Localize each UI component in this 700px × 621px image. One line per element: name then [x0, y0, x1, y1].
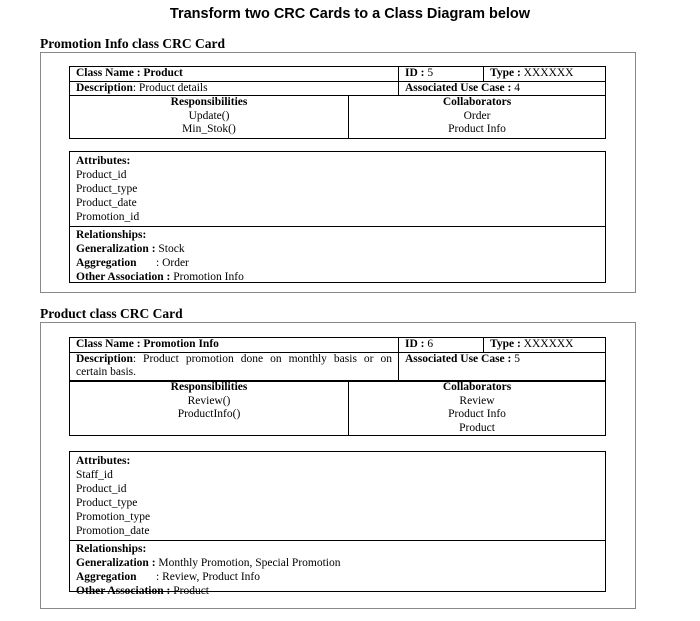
card2-description-cell [70, 352, 399, 381]
card1-use-case: 4 [514, 81, 520, 94]
card2-generalization-label: Generalization : [76, 557, 156, 569]
card2-collaborators-cell [349, 381, 606, 436]
card2-collaborator-item: Product Info [448, 408, 506, 420]
card1-relationships-section [70, 226, 605, 286]
card2-attributes-box [69, 451, 606, 597]
card1-description-label: Description [76, 81, 133, 94]
card1-relationships-header: Relationships: [76, 229, 147, 241]
card1-use-case-label: Associated Use Case : [405, 81, 512, 94]
card1-attribute-item: Product_id [76, 169, 127, 181]
card1-description-cell [70, 81, 399, 96]
card1-responsibility-item: Min_Stok() [182, 123, 236, 135]
card2-description: : Product promotion done on monthly basis or on certain basis. [76, 352, 392, 378]
card2-class-name-cell [70, 338, 399, 353]
card1-description: : Product details [132, 81, 208, 94]
card1-collaborators-header: Collaborators [442, 96, 512, 108]
card2-attribute-item: Promotion_type [76, 511, 151, 523]
card1-use-case-cell [399, 81, 606, 96]
card2-use-case-cell [399, 352, 606, 381]
card1-class-name-label: Class Name : [76, 67, 141, 79]
card2-type: XXXXXX [523, 338, 574, 350]
card1-class-name: Product [143, 67, 183, 79]
card1-id: 5 [427, 67, 434, 79]
card2-attribute-item: Product_type [76, 497, 138, 509]
card1-type-label: Type : [490, 67, 521, 79]
card1-attribute-item: Product_date [76, 197, 137, 209]
card1-attribute-item: Promotion_id [76, 211, 140, 223]
card1-collaborators-cell [349, 96, 606, 139]
card2-collaborator-item: Review [459, 394, 495, 407]
card2-crc-table [69, 337, 606, 382]
card1-type: XXXXXX [523, 67, 574, 79]
card2-use-case-label: Associated Use Case : [405, 352, 512, 365]
card2-type-label: Type : [490, 338, 521, 350]
card2-other-association: Product [173, 585, 209, 597]
card1-other-association-label: Other Association : [76, 271, 171, 283]
card2-attribute-item: Staff_id [76, 469, 113, 481]
card2-collaborators-header: Collaborators [442, 381, 512, 393]
card1-generalization: Stock [158, 243, 185, 255]
card2-id: 6 [427, 338, 434, 350]
card1-class-name-cell [70, 67, 399, 82]
card2-attribute-item: Product_id [76, 483, 127, 495]
card1-id-label: ID : [405, 67, 425, 79]
card2-responsibilities-cell [70, 381, 349, 436]
card1-section-label: Promotion Info class CRC Card [40, 36, 225, 51]
card2-other-association-label: Other Association : [76, 585, 171, 597]
page-title: Transform two CRC Cards to a Class Diagram below [169, 6, 531, 22]
card2-resp-collab-table [69, 380, 606, 436]
card1-id-type-cell [399, 67, 606, 82]
card2-attribute-item: Promotion_date [76, 525, 150, 537]
card1-generalization-label: Generalization : [76, 243, 156, 255]
card2-attributes-header: Attributes: [76, 455, 131, 467]
card2-id-type-cell [399, 338, 606, 353]
card1-collaborator-item: Order [463, 109, 491, 122]
card1-aggregation-label: Aggregation [76, 257, 137, 269]
card1-attributes-header: Attributes: [76, 155, 131, 167]
card2-id-label: ID : [405, 338, 425, 350]
card2-description-label: Description [76, 352, 133, 365]
card2-collaborator-item: Product [459, 421, 495, 434]
card2-responsibility-item: Review() [187, 394, 231, 407]
card1-responsibilities-cell [70, 96, 349, 139]
card2-responsibility-item: ProductInfo() [177, 408, 241, 420]
card1-collaborator-item: Product Info [448, 123, 506, 135]
card2-generalization: Monthly Promotion, Special Promotion [158, 557, 341, 569]
card2-relationships-section [70, 540, 605, 600]
card2-section-label: Product class CRC Card [40, 306, 183, 321]
card1-resp-collab-table [69, 95, 606, 139]
card1-crc-table [69, 66, 606, 96]
card2-aggregation: : Review, Product Info [156, 571, 261, 583]
card1-aggregation: : Order [156, 257, 189, 269]
card1-other-association: Promotion Info [173, 271, 244, 283]
card1-responsibilities-header: Responsibilities [170, 96, 248, 108]
card1-attribute-item: Product_type [76, 183, 138, 195]
card2-use-case: 5 [514, 352, 520, 365]
card1-responsibility-item: Update() [188, 109, 230, 122]
card2-class-name-label: Class Name : [76, 338, 141, 350]
card2-responsibilities-header: Responsibilities [170, 381, 248, 393]
card2-class-name: Promotion Info [143, 338, 219, 350]
card2-relationships-header: Relationships: [76, 543, 147, 555]
card2-aggregation-label: Aggregation [76, 571, 137, 583]
card1-attributes-box [69, 151, 606, 283]
